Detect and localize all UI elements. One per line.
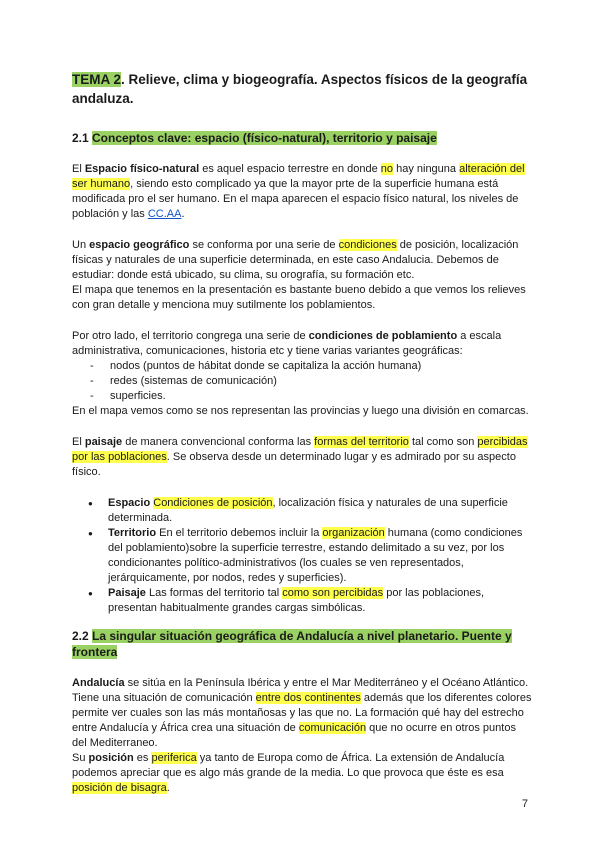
term-bold: Territorio [108,527,157,539]
text-run: Por otro lado, el territorio congrega una serie de [72,330,309,342]
text-run: a escala administrativa, comunicaciones, historia etc y tiene varias variantes geográficas: [72,330,502,357]
page-title [72,70,532,108]
definitions-list [72,496,532,616]
highlight: entre dos continentes [255,692,361,704]
ccaa-link[interactable]: CC.AA [147,208,182,220]
text-run: tal como son [408,436,478,448]
paragraph-andalucia [72,676,532,751]
term-bold: Paisaje [108,587,146,599]
term-bold: espacio geográfico [89,239,190,251]
text-run: El [72,436,85,448]
list-item: - nodos (puntos de hábitat donde se capitaliza la acción humana) [72,359,532,374]
paragraph-mapa: El mapa que tenemos en la presentación es bastante bueno debido a que vemos los relieves con gran detalle y menciona muy sutilmente los poblamientos. [72,284,526,311]
text-run: humana (como condiciones del poblamiento)sobre la superficie terrestre, estando delimitado a su vez, por los condicionantes político-administrativos (los cuales se ven representados, jerárquicamente, por nodos, redes y superficies). [108,527,523,584]
text-run: Las formas del territorio tal [145,587,283,599]
highlight: Condiciones de posición [153,497,273,509]
section-number: 2.1 [72,131,93,145]
variants-list [72,359,532,404]
highlight: posición de bisagra [72,782,167,794]
title-topic-highlight: TEMA 2 [72,72,122,87]
term-bold: Espacio físico-natural [84,163,200,175]
list-item [72,526,532,586]
text-run: . [166,782,170,794]
list-item: - superficies. [72,389,532,404]
term-bold: paisaje [84,436,123,448]
section-heading-2-1 [72,130,532,146]
list-item [72,586,532,616]
page-number: 7 [521,798,528,810]
paragraph-espacio-fisico [72,162,532,222]
text-run: El [72,163,85,175]
text-run: se sitúa en la Península Ibérica y entre el Mar Mediterráneo y el Océano Atlántico. Tiene una situación de comunicación [72,677,529,704]
section-heading-2-2 [72,628,532,660]
paragraph-posicion [72,751,532,796]
text-run: . [181,208,185,220]
text-run: es aquel espacio terrestre en donde [199,163,381,175]
term-bold: Andalucía [72,677,125,689]
text-run: , siendo esto complicado ya que la mayor prte de la superficie humana está modificada pro el ser humano. En el mapa aparecen el espacio físico natural, los niveles de población y las [72,178,519,220]
section-number: 2.2 [72,629,93,643]
text-run: de posición, localización físicas y naturales de una superficie determinada, en este caso Andalucia. Debemos de estudiar: donde está ubicado, su clima, su orografía, su formación etc. [72,239,519,281]
text-run: hay ninguna [393,163,460,175]
text-run: que no ocurre en otros puntos del Mediterraneo. [72,722,516,749]
section-title: Conceptos clave: espacio (físico-natural), territorio y paisaje [92,131,437,145]
paragraph-espacio-geografico [72,238,532,283]
highlight: alteración del ser humano [72,163,525,190]
text-run: es [133,752,152,764]
text-run: por las poblaciones, presentan habitualmente grandes cargas simbólicas. [108,587,485,614]
text-run: . Se observa desde un determinado lugar y es admirado por su aspecto físico. [72,451,516,478]
section-title: La singular situación geográfica de Andalucía a nivel planetario. Puente y frontera [72,629,512,659]
text-run: En el territorio debemos incluir la [156,527,323,539]
text-run: , localización física y naturales de una superficie determinada. [108,497,508,524]
highlight: formas del territorio [314,436,409,448]
page-content [72,70,532,796]
text-run: ya tanto de Europa como de África. La extensión de Andalucía podemos apreciar que es algo más grande de la media. Lo que provoca que éste es esa [72,752,505,779]
term-bold: condiciones de poblamiento [308,330,458,342]
list-item [72,496,532,526]
paragraph-comarcas: En el mapa vemos como se nos representan las provincias y luego una división en comarcas. [72,405,529,417]
paragraph-paisaje [72,435,532,480]
highlight: no [380,163,394,175]
text-run: Un [72,239,90,251]
highlight: como son percibidas [282,587,384,599]
paragraph-territorio [72,329,532,359]
list-item: - redes (sistemas de comunicación) [72,374,532,389]
highlight: percibidas por las poblaciones [72,436,528,463]
highlight: organización [322,527,385,539]
text-run: además que los diferentes colores permite ver cuales son las más montañosas y las que no. La formación qué hay del estrecho entre Andalucía y África crea una situación de [72,692,532,734]
term-bold: Espacio [108,497,151,509]
term-bold: posición [88,752,134,764]
highlight: periferica [151,752,197,764]
text-run: se conforma por una serie de [189,239,339,251]
text-run: de manera convencional conforma las [122,436,315,448]
highlight: condiciones [338,239,397,251]
text-run: Su [72,752,89,764]
title-text: . Relieve, clima y biogeografía. Aspectos físicos de la geografía andaluza. [72,72,528,106]
highlight: comunicación [298,722,367,734]
